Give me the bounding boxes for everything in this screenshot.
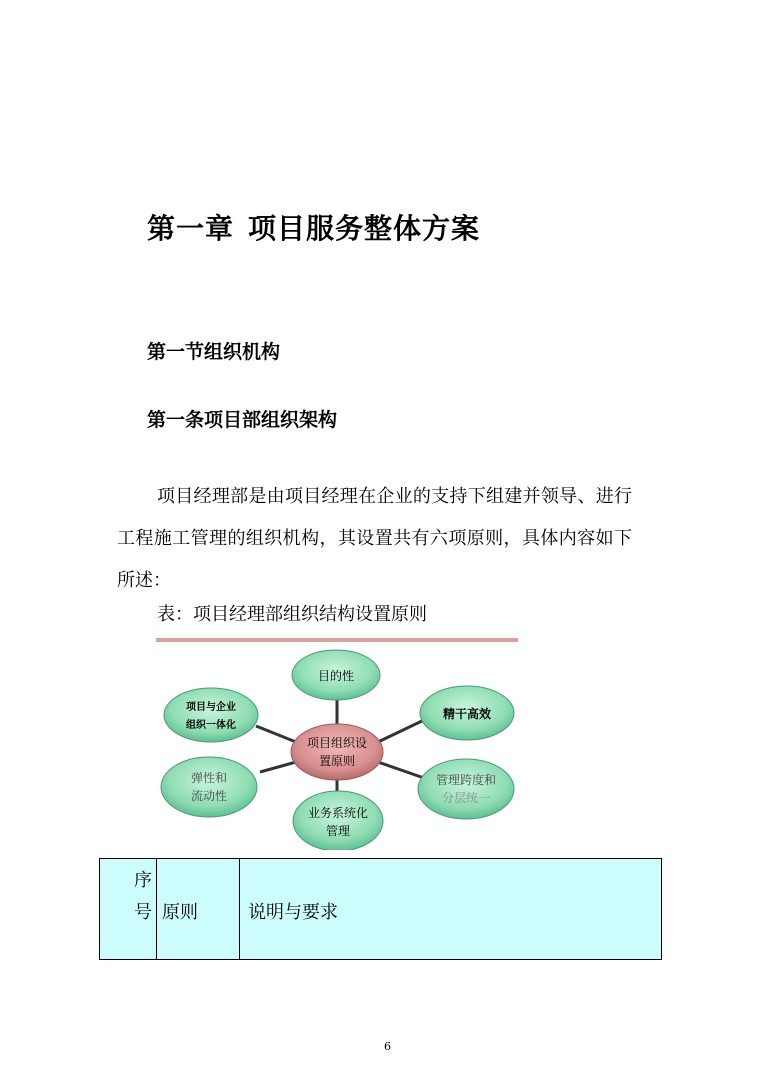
svg-text:管理: 管理: [325, 824, 351, 838]
svg-text:精干高效: 精干高效: [442, 707, 492, 721]
svg-text:项目与企业: 项目与企业: [186, 702, 236, 713]
diagram-node-upper-right: [420, 686, 514, 740]
header-index-line1: 序: [134, 870, 152, 891]
chapter-title: [147, 207, 480, 247]
svg-text:目的性: 目的性: [317, 669, 355, 683]
chapter-number: 第一章: [147, 212, 235, 245]
svg-text:流动性: 流动性: [190, 789, 228, 803]
svg-text:业务系统化: 业务系统化: [307, 806, 369, 820]
header-description-label: 说明与要求: [248, 902, 338, 923]
svg-text:置原则: 置原则: [318, 754, 356, 768]
header-index-line2: 号: [134, 902, 152, 923]
table-header-row: [100, 859, 662, 960]
chapter-name: 项目服务整体方案: [248, 212, 481, 245]
page-number: 6: [384, 1040, 391, 1053]
diagram-node-top: [292, 650, 380, 700]
article-title: 第一条项目部组织架构: [147, 409, 338, 431]
svg-text:组织一体化: 组织一体化: [186, 720, 236, 731]
svg-text:弹性和: 弹性和: [190, 771, 228, 785]
paragraph-text: 项目经理部是由项目经理在企业的支持下组建并领导、进行工程施工管理的组织机构，其设置共有六项原则，具体内容如下所述：: [117, 486, 632, 591]
section-title: 第一节组织机构: [147, 341, 281, 363]
diagram-node-upper-left: [164, 688, 258, 742]
diagram-node-bottom: [293, 791, 383, 850]
principles-table: [99, 858, 662, 960]
svg-text:管理跨度和: 管理跨度和: [435, 773, 497, 787]
diagram-node-lower-left: [161, 757, 257, 817]
diagram-node-center: [291, 724, 383, 780]
header-cell-principle: [157, 859, 240, 960]
header-cell-description: [240, 859, 662, 960]
organization-principles-diagram: [156, 638, 518, 850]
svg-text:分层统一: 分层统一: [441, 791, 491, 805]
diagram-node-lower-right: [418, 759, 514, 819]
body-paragraph: [117, 476, 632, 602]
table-caption: 表：项目经理部组织结构设置原则: [157, 604, 427, 625]
svg-text:项目组织设: 项目组织设: [306, 736, 368, 750]
header-principle-label: 原则: [162, 902, 198, 923]
header-cell-index: [100, 859, 157, 960]
